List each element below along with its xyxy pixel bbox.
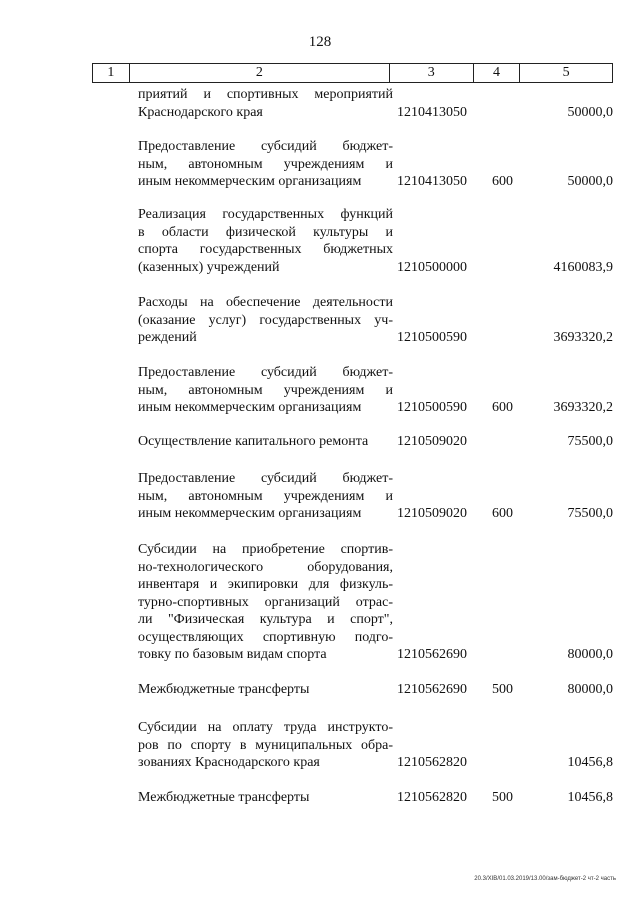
description-line: Субсидии на приобретение спортив- [138, 542, 393, 557]
description-line: иным некоммерческим организациям [138, 174, 362, 189]
row-description [138, 86, 393, 121]
table-row [130, 294, 613, 347]
row-code: 1210509020 [397, 506, 467, 521]
row-code: 1210500590 [397, 330, 467, 345]
description-line: (оказание услуг) государственных уч- [138, 312, 393, 328]
row-description [138, 294, 393, 347]
row-description [138, 719, 393, 772]
row-code: 1210413050 [397, 174, 467, 189]
row-description [138, 681, 393, 699]
header-col-4: 4 [474, 64, 521, 82]
description-line: ным, автономным учреждениям и [138, 382, 393, 398]
description-line: Реализация государственных функций [138, 207, 393, 222]
row-amount: 10456,8 [567, 790, 613, 805]
description-line: ли "Физическая культура и спорт", [138, 612, 393, 627]
footer-reference: 20.3/XIB/01.03.2019/13.00/зам-бюджет-2 чт-2 часть [474, 876, 616, 882]
page-number: 128 [308, 34, 332, 50]
description-line: иным некоммерческим организациям [138, 400, 362, 415]
row-description [138, 206, 393, 276]
description-line: Осуществление капитального ремонта [138, 434, 369, 449]
row-amount: 50000,0 [567, 104, 613, 120]
row-amount: 80000,0 [567, 647, 613, 662]
description-line: Предоставление субсидий бюджет- [138, 471, 393, 486]
table-row [130, 681, 613, 699]
table-row [130, 541, 613, 664]
row-amount: 50000,0 [567, 174, 613, 189]
table-row [130, 719, 613, 772]
table-row [130, 364, 613, 417]
row-amount: 75500,0 [567, 434, 613, 449]
description-line: приятий и спортивных мероприятий [138, 87, 393, 102]
description-line: Расходы на обеспечение деятельности [138, 295, 393, 310]
row-code: 1210562820 [397, 755, 467, 770]
row-code: 1210562690 [397, 647, 467, 662]
description-line: товку по базовым видам спорта [138, 647, 327, 662]
description-line: в области физической культуры и [138, 224, 393, 240]
description-line: Межбюджетные трансферты [138, 790, 310, 805]
description-line: турно-спортивных организаций отрас- [138, 594, 393, 610]
header-col-3: 3 [390, 64, 474, 82]
description-line: зованиях Краснодарского края [138, 755, 320, 770]
row-description [138, 541, 393, 664]
description-line: ным, автономным учреждениям и [138, 156, 393, 172]
header-col-5: 5 [562, 65, 570, 80]
row-amount: 80000,0 [567, 682, 613, 697]
row-code: 1210413050 [397, 104, 467, 120]
row-expense-type: 500 [492, 790, 513, 805]
row-description [138, 138, 393, 191]
row-amount: 3693320,2 [553, 330, 613, 345]
row-code: 1210562820 [397, 790, 467, 805]
row-description [138, 433, 393, 451]
row-expense-type: 500 [492, 682, 513, 697]
description-line: ным, автономным учреждениям и [138, 488, 393, 504]
row-description [138, 470, 393, 523]
row-description [138, 364, 393, 417]
description-line: Краснодарского края [138, 104, 263, 120]
row-expense-type: 600 [492, 506, 513, 521]
description-line: Предоставление субсидий бюджет- [138, 365, 393, 380]
description-line: спорта государственных бюджетных [138, 242, 393, 257]
header-col-2: 2 [130, 64, 390, 82]
row-amount: 4160083,9 [553, 259, 613, 275]
description-line: (казенных) учреждений [138, 259, 280, 275]
description-line: ров по спорту в муниципальных обра- [138, 737, 393, 753]
table-row [130, 433, 613, 451]
description-line: Межбюджетные трансферты [138, 682, 310, 697]
table-row [130, 789, 613, 807]
header-col-1: 1 [93, 64, 130, 82]
description-line: инвентаря и экипировки для физкуль- [138, 577, 393, 592]
row-code: 1210509020 [397, 434, 467, 449]
description-line: но-технологического оборудования, [138, 559, 393, 575]
row-expense-type: 600 [492, 174, 513, 189]
description-line: Предоставление субсидий бюджет- [138, 139, 393, 154]
row-code: 1210562690 [397, 682, 467, 697]
description-line: иным некоммерческим организациям [138, 506, 362, 521]
row-code: 1210500000 [397, 259, 467, 275]
row-code: 1210500590 [397, 400, 467, 415]
description-line: Субсидии на оплату труда инструкто- [138, 720, 393, 735]
row-description [138, 789, 393, 807]
description-line: реждений [138, 330, 197, 345]
row-expense-type: 600 [492, 400, 513, 415]
table-row [130, 138, 613, 191]
row-amount: 3693320,2 [553, 400, 613, 415]
table-row [130, 206, 613, 276]
description-line: осуществляющих спортивную подго- [138, 629, 393, 645]
table-header [92, 63, 613, 83]
row-amount: 75500,0 [567, 506, 613, 521]
table-row [130, 470, 613, 523]
row-amount: 10456,8 [567, 755, 613, 770]
table-row [130, 86, 613, 121]
